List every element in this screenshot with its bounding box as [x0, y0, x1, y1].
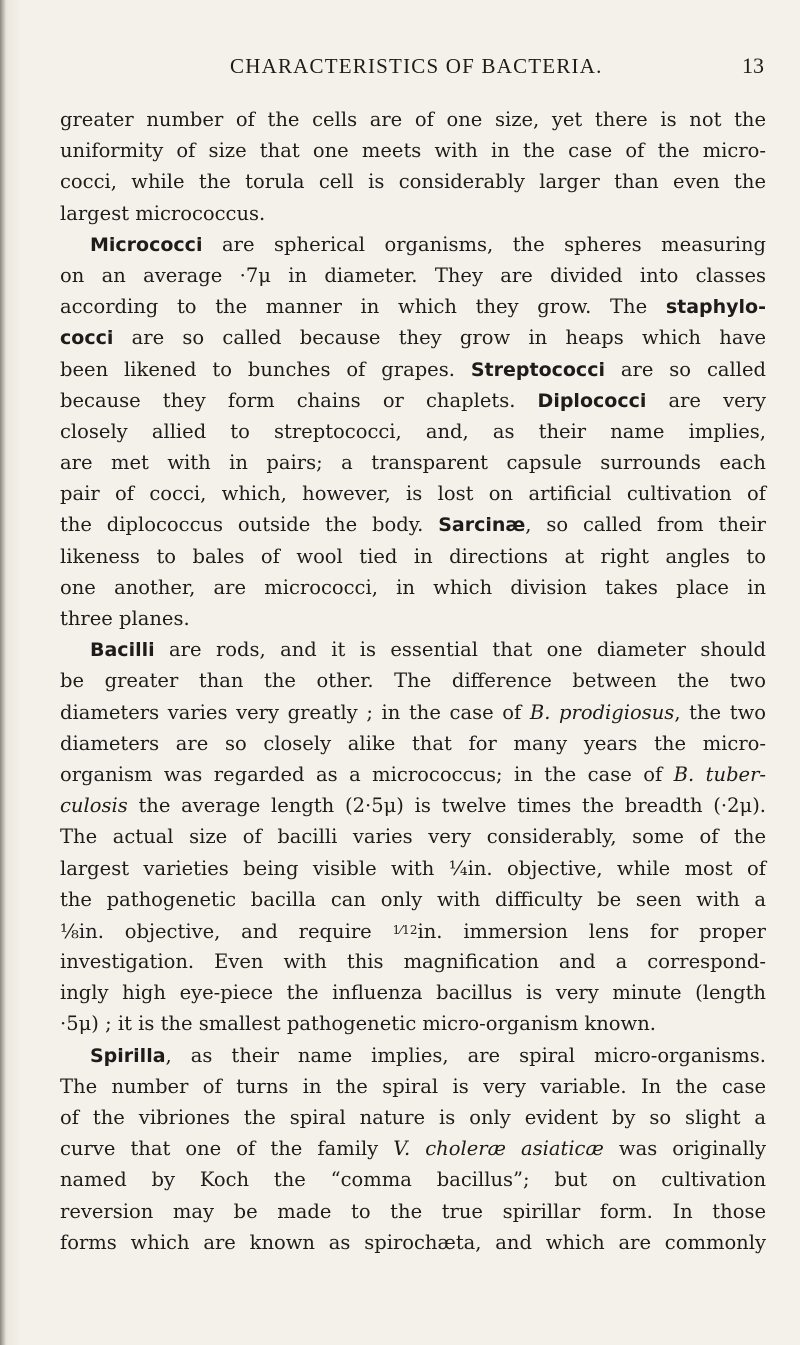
text-line: the pathogenetic bacilla can only with difficulty be seen with a [60, 887, 766, 911]
text-line: diameters are so closely alike that for many years the micro- [60, 731, 766, 755]
text-line: been likened to bunches of grapes. Streptococci are so called [60, 357, 767, 381]
species-b-tuberculosis-cont: culosis [60, 794, 128, 818]
text-line: The actual size of bacilli varies very considerably, some of the [60, 825, 766, 849]
term-bacilli: Bacilli [90, 639, 155, 662]
text-line: The number of turns in the spiral is very variable. In the case [60, 1074, 766, 1098]
text-line: culosis the average length (2·5μ) is twelve times the breadth (·2μ). [60, 794, 766, 818]
text-line: are met with in pairs; a transparent capsule surrounds each [60, 451, 766, 475]
text-line: closely allied to streptococci, and, as their name implies, [60, 419, 766, 443]
text-line: Bacilli are rods, and it is essential that one diameter should [90, 638, 766, 662]
text-line: of the vibriones the spiral nature is only evident by so slight a [60, 1106, 766, 1129]
term-streptococci: Streptococci [470, 358, 605, 381]
text-line: on an average ·7μ in diameter. They are divided into classes [60, 263, 766, 287]
species-v-cholerae: V. choleræ asiaticæ [393, 1137, 604, 1161]
species-b-prodigiosus: B. prodigiosus [529, 700, 675, 724]
text-line: likeness to bales of wool tied in directions at right angles to [60, 544, 766, 568]
text-line: the diplococcus outside the body. Sarcinæ, so called from their [60, 513, 766, 537]
term-diplococci: Diplococci [537, 389, 647, 412]
term-sarcinae: Sarcinæ [438, 514, 526, 537]
text-line: according to the manner in which they grow. The staphylo- [60, 295, 766, 319]
text-line: pair of cocci, which, however, is lost on artificial cultivation of [60, 482, 766, 506]
text-line: diameters varies very greatly ; in the case of B. prodigiosus, the two [60, 700, 766, 724]
text-line: organism was regarded as a micrococcus; in the case of B. tuber- [60, 762, 766, 786]
text-line: be greater than the other. The difference between the two [60, 669, 766, 693]
text-line: three planes. [60, 607, 190, 630]
text-line: cocci are so called because they grow in heaps which have [60, 326, 766, 350]
term-staphylococci-cont: cocci [60, 327, 114, 350]
text-line: greater number of the cells are of one size, yet there is not the [60, 108, 766, 131]
term-micrococci: Micrococci [90, 233, 203, 256]
page-number: 13 [742, 53, 764, 78]
body-text [60, 104, 766, 1258]
text-line: largest varieties being visible with ¼in. objective, while most of [60, 856, 766, 880]
text-line: ingly high eye-piece the influenza bacillus is very minute (length [60, 981, 766, 1005]
running-head: CHARACTERISTICS OF BACTERIA. [230, 54, 603, 78]
text-line: Micrococci are spherical organisms, the spheres measuring [90, 232, 766, 256]
text-line: cocci, while the torula cell is considerably larger than even the [60, 170, 766, 194]
text-line: investigation. Even with this magnification and a correspond- [60, 950, 766, 974]
term-staphylococci: staphylo- [665, 296, 766, 319]
page-gutter-shadow [0, 0, 6, 1345]
text-line: uniformity of size that one meets with in the case of the micro- [60, 139, 766, 163]
fraction-eighth: ⅛ [60, 919, 79, 943]
fraction-quarter: ¼ [448, 856, 468, 880]
text-line: ⅛in. objective, and require $^{1⁄12}$in. immersion lens for proper [60, 919, 767, 943]
text-line: reversion may be made to the true spirillar form. In those [60, 1199, 766, 1223]
text-line: named by Koch the “comma bacillus”; but on cultivation [60, 1168, 766, 1192]
text-line: because they form chains or chaplets. Diplococci are very [60, 388, 766, 412]
fraction-twelfth: 1⁄12 [392, 922, 418, 937]
species-b-tuberculosis: B. tuber- [673, 762, 766, 786]
text-line: one another, are micrococci, in which division takes place in [60, 575, 766, 599]
text-line: Spirilla, as their name implies, are spiral micro-organisms. [90, 1043, 766, 1067]
text-line: ·5μ) ; it is the smallest pathogenetic micro-organism known. [60, 1012, 656, 1036]
text-line: largest micrococcus. [60, 201, 266, 225]
term-spirilla: Spirilla [90, 1044, 166, 1067]
text-line: forms which are known as spirochæta, and which are commonly [60, 1230, 766, 1254]
text-line: curve that one of the family V. choleræ asiaticæ was originally [60, 1137, 766, 1161]
